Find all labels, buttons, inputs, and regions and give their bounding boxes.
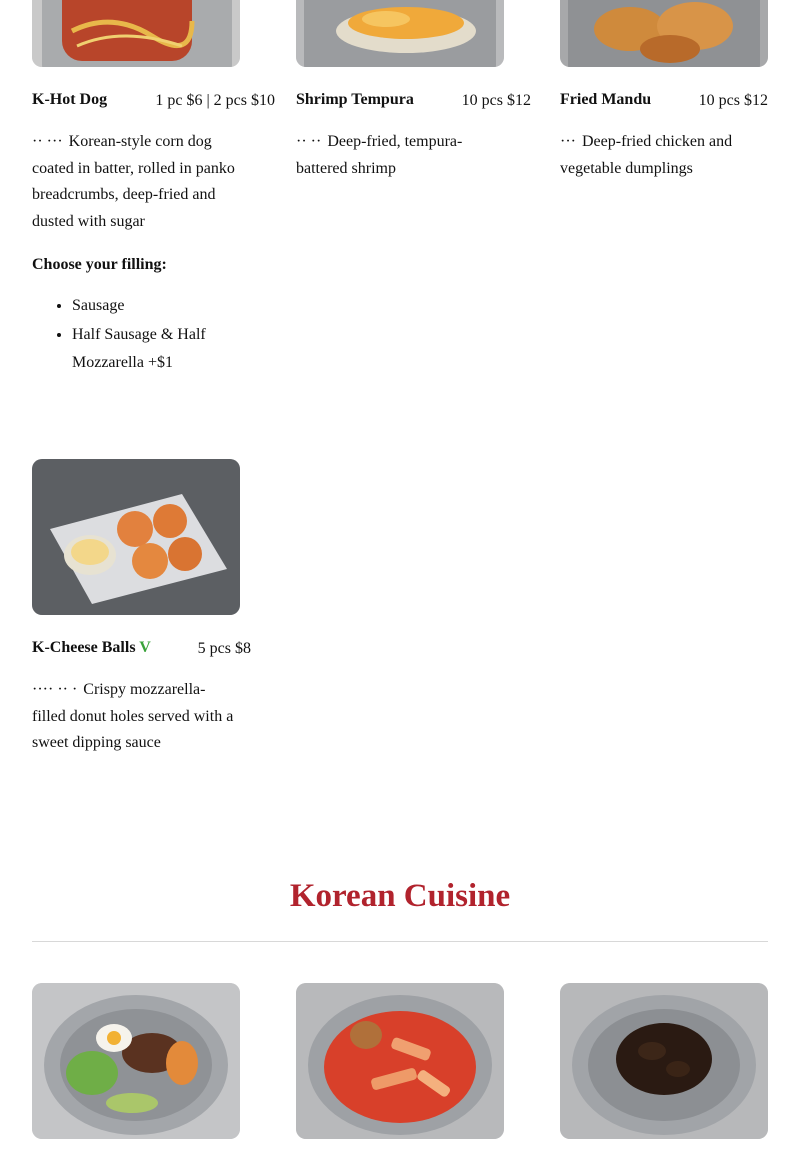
item-description: Deep-fried, tempura-battered shrimp: [296, 133, 463, 177]
item-description: Crispy mozzarella-filled donut holes served with a sweet dipping sauce: [32, 681, 234, 752]
korean-name: ·· ··: [296, 133, 322, 150]
k-cheese-balls-photo: [32, 459, 240, 615]
section-title: Korean Cuisine: [289, 878, 511, 914]
section-divider: [32, 941, 768, 942]
item-description-block: [560, 129, 768, 182]
jjajangmyeon-photo: [560, 983, 768, 1139]
item-description: Deep-fried chicken and vegetable dumplings: [560, 133, 733, 177]
item-price: 10 pcs $12: [461, 92, 531, 109]
tteokbokki-photo: [296, 983, 504, 1139]
korean-name: ·· ···: [32, 133, 63, 150]
korean-name: ···: [560, 133, 576, 150]
item-description-block: [296, 129, 486, 182]
item-price: 10 pcs $12: [698, 92, 768, 109]
item-price: 5 pcs $8: [197, 640, 251, 657]
filling-label: Choose your filling:: [32, 256, 167, 273]
korean-name: ···· ·· ·: [32, 681, 78, 698]
shrimp-tempura-photo: [296, 0, 504, 67]
item-name: Fried Mandu: [560, 91, 652, 108]
fried-mandu-photo: [560, 0, 768, 67]
filling-option: • Half Sausage & Half Mozzarella +$1: [72, 321, 272, 377]
item-description-block: [32, 677, 238, 757]
bibimbap-photo: [32, 983, 240, 1139]
item-description: Korean-style corn dog coated in batter, rolled in panko breadcrumbs, deep-fried and dusted with sugar: [32, 133, 235, 231]
item-name: K-Cheese Balls V: [32, 639, 151, 656]
item-description-block: [32, 129, 244, 236]
k-hot-dog-photo: [32, 0, 240, 67]
filling-options: [32, 292, 272, 378]
item-price: 1 pc $6 | 2 pcs $10: [155, 92, 275, 109]
item-name: K-Hot Dog: [32, 91, 108, 108]
vegetarian-badge: V: [139, 639, 151, 656]
item-name: Shrimp Tempura: [296, 91, 414, 108]
filling-option: • Sausage: [72, 292, 272, 320]
